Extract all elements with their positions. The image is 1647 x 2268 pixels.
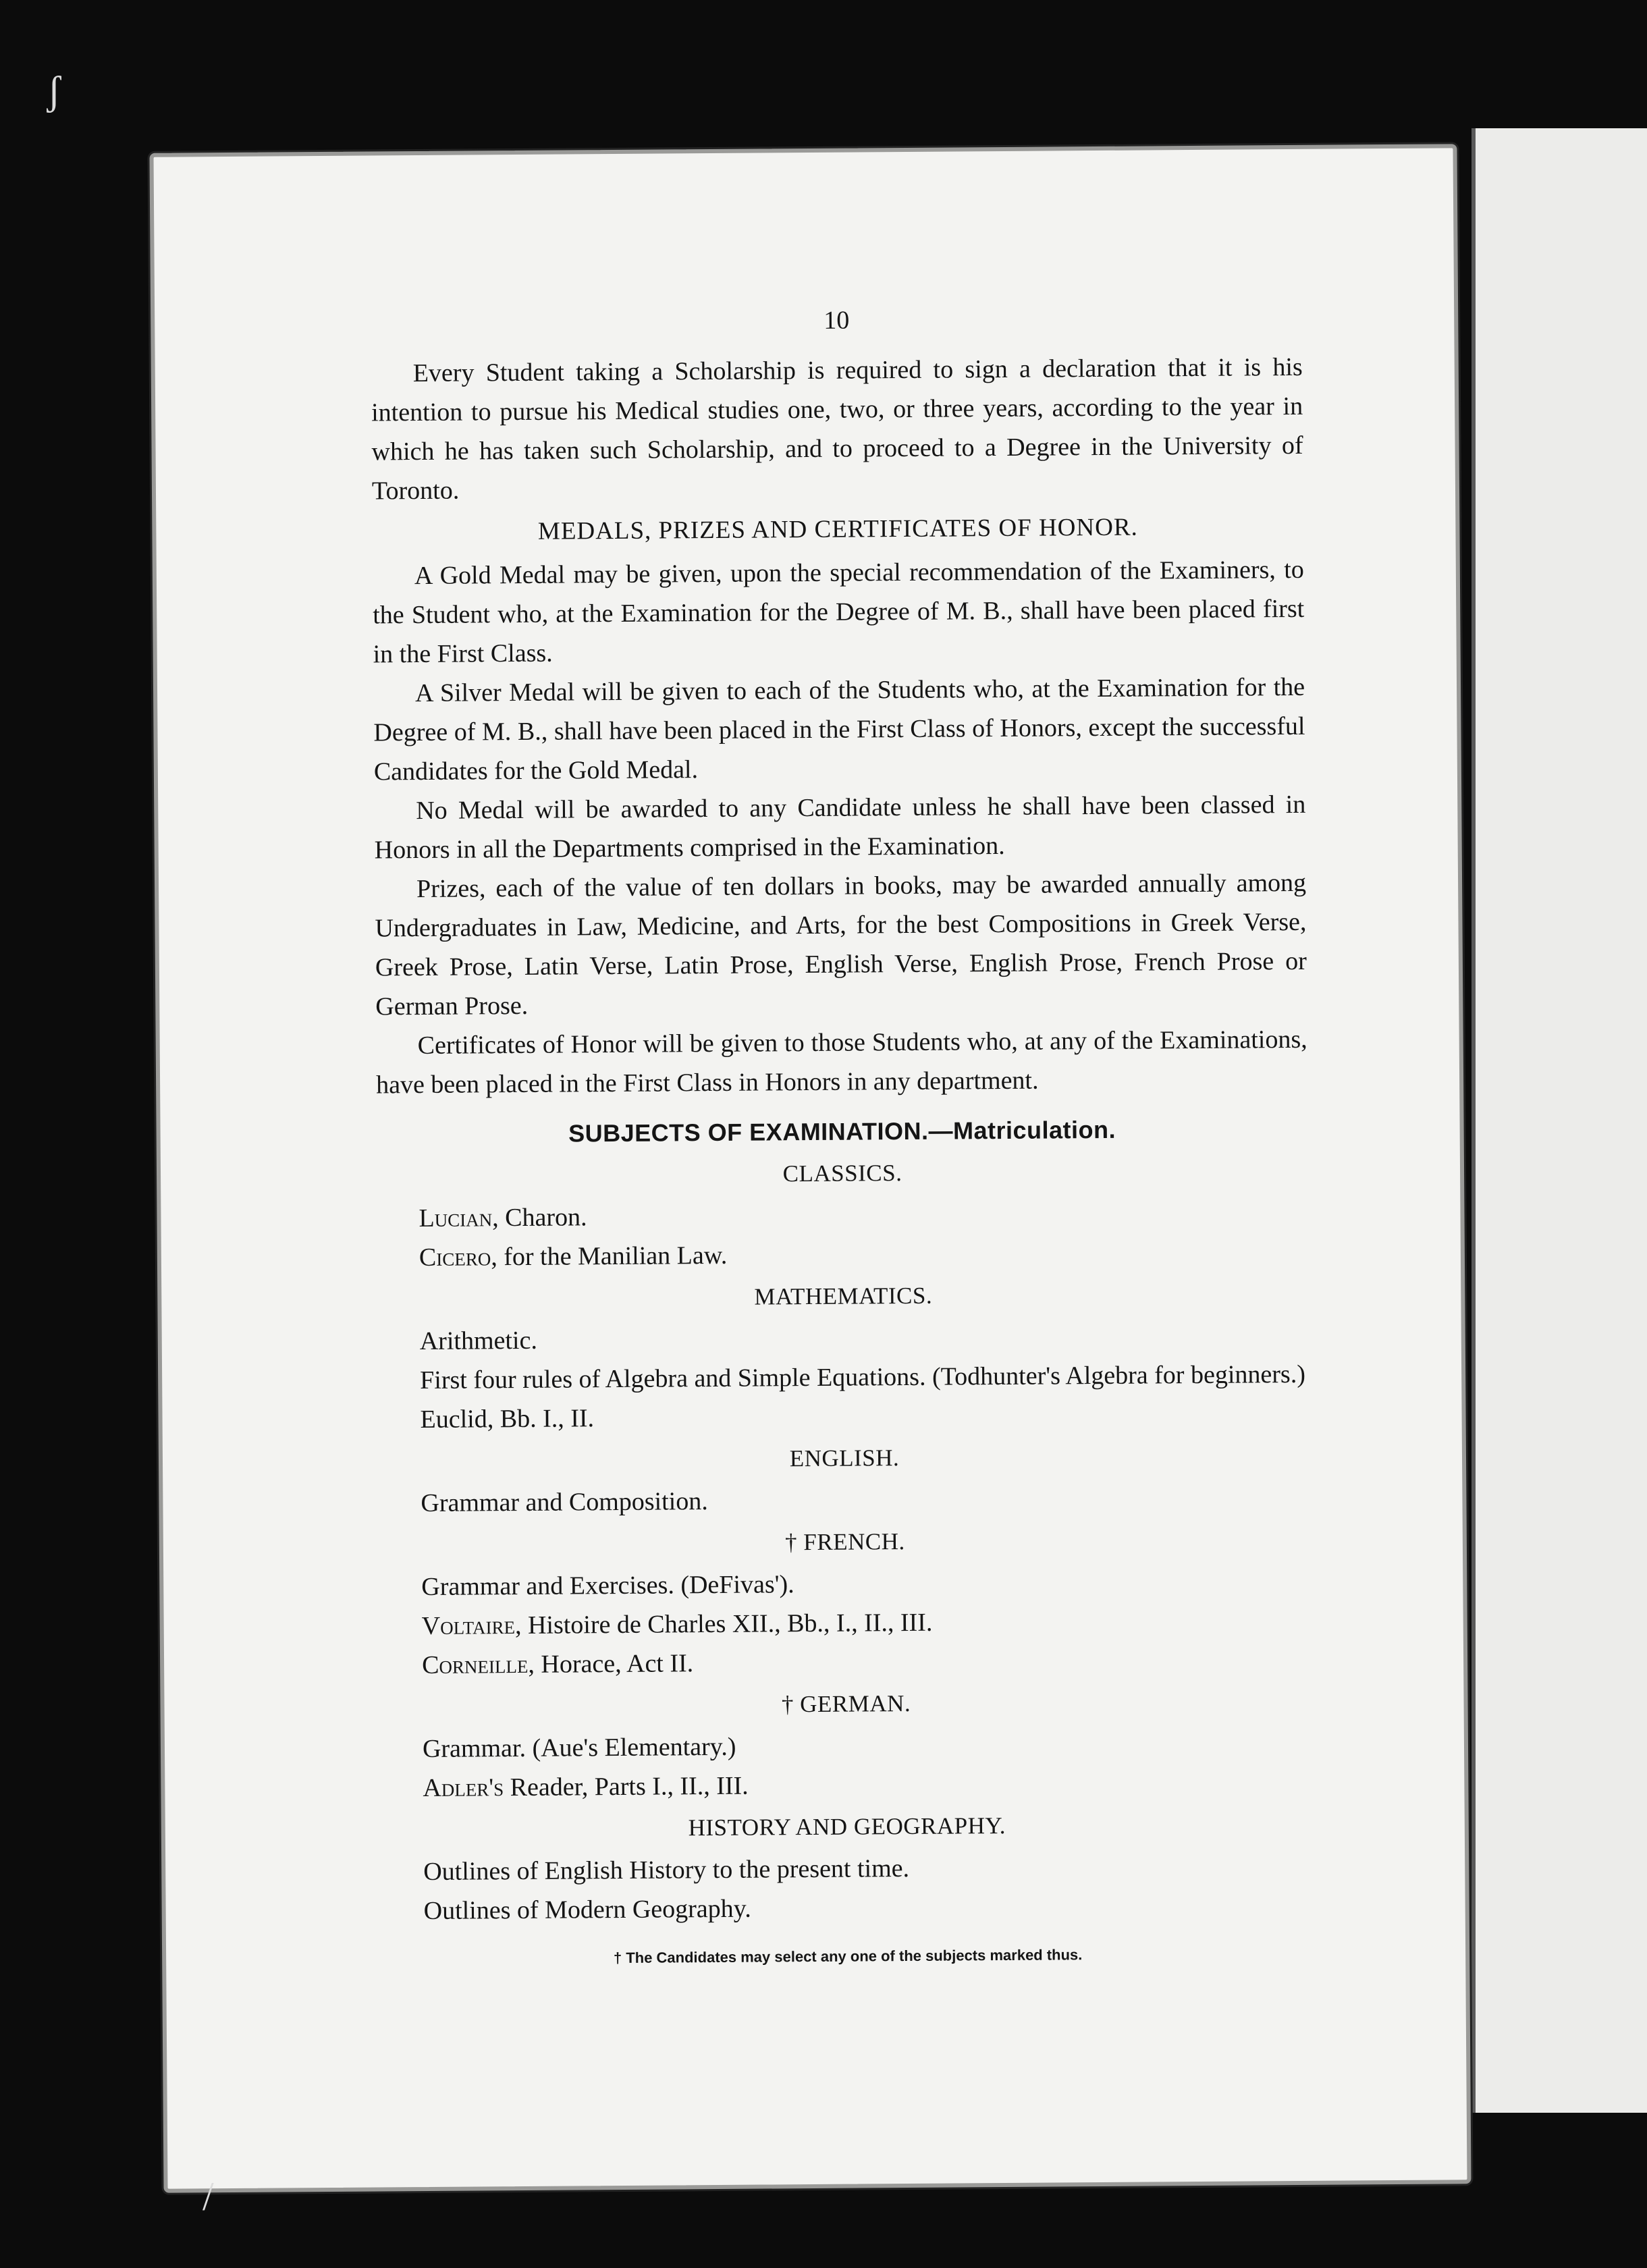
work-title: Horace, Act II.: [534, 1649, 694, 1679]
classics-heading: CLASSICS.: [782, 1160, 902, 1187]
author-name: Cicero,: [418, 1243, 497, 1272]
medals-paragraph: Prizes, each of the value of ten dollars in books, may be awarded annually among Undergraduates in Law, Medicine, and Arts, for the best Compositions in Greek Verse, Greek Prose, Latin Verse, Latin Prose, English Verse, English Prose, French Prose or German Prose.: [375, 868, 1307, 1021]
adjacent-page-edge: [1472, 128, 1647, 2113]
margin-mark: ʃ: [47, 68, 61, 113]
work-title: Charon.: [498, 1203, 587, 1233]
french-item: [380, 1600, 1312, 1646]
medals-paragraph: A Silver Medal will be given to each of the Students who, at the Examination for the Degree of M. B., shall have been placed in the First Class of Honors, except the successful Candidates for the Gold Medal.: [373, 672, 1305, 786]
german-item: [381, 1762, 1312, 1808]
french-heading: † FRENCH.: [784, 1528, 905, 1556]
author-name: Lucian,: [418, 1204, 499, 1233]
mathematics-item: First four rules of Algebra and Simple Equations. (Todhunter's Algebra for beginners.): [420, 1359, 1306, 1395]
work-title: Histoire de Charles XII., Bb., I., II., III.: [521, 1608, 933, 1640]
footnote: † The Candidates may select any one of the subjects marked thus.: [613, 1946, 1083, 1967]
classics-item: [377, 1193, 1308, 1239]
german-item: [381, 1723, 1312, 1769]
work-title: Grammar. (Aue's Elementary.): [422, 1732, 736, 1764]
work-title: Grammar and Exercises. (DeFivas').: [421, 1570, 794, 1602]
author-name: Voltaire,: [421, 1611, 522, 1641]
medals-paragraph: No Medal will be awarded to any Candidate unless he shall have been classed in Honors in all the Departments comprised in the Examination.: [374, 790, 1306, 865]
intro-paragraph: Every Student taking a Scholarship is required to sign a declaration that it is his intention to pursue his Medical studies one, two, or three years, according to the year in which he has taken such Scholarship, and to proceed to a Degree in the University of Toronto.: [371, 352, 1303, 506]
medals-paragraph: Certificates of Honor will be given to those Students who, at any of the Examinations, have been placed in the First Class in Honors in any department.: [375, 1025, 1307, 1100]
english-heading: ENGLISH.: [789, 1444, 900, 1472]
history-heading: HISTORY AND GEOGRAPHY.: [688, 1812, 1006, 1841]
classics-item: [377, 1232, 1309, 1278]
french-item: [380, 1640, 1312, 1685]
english-item: Grammar and Composition.: [421, 1487, 708, 1518]
history-item: Outlines of Modern Geography.: [423, 1894, 751, 1926]
work-title: Reader, Parts I., II., III.: [504, 1771, 749, 1802]
medals-heading: MEDALS, PRIZES AND CERTIFICATES OF HONOR.: [537, 513, 1138, 545]
author-name: Corneille,: [421, 1650, 535, 1680]
german-heading: † GERMAN.: [781, 1690, 911, 1718]
work-title: for the Manilian Law.: [497, 1241, 728, 1272]
medals-paragraph: A Gold Medal may be given, upon the special recommendation of the Examiners, to the Student who, at the Examination for the Degree of M. B., shall have been placed first in the First Class.: [373, 555, 1305, 669]
document-page: [149, 144, 1471, 2192]
margin-mark: /: [202, 2174, 214, 2219]
history-item: Outlines of English History to the present time.: [423, 1854, 910, 1887]
page-content: [371, 298, 1314, 1980]
mathematics-heading: MATHEMATICS.: [754, 1282, 933, 1310]
mathematics-item: Euclid, Bb. I., II.: [420, 1404, 595, 1434]
subjects-heading: SUBJECTS OF EXAMINATION.—Matriculation.: [568, 1115, 1116, 1148]
page-number: 10: [824, 306, 850, 335]
author-name: Adler's: [423, 1773, 504, 1803]
french-item: [379, 1561, 1311, 1607]
mathematics-item: Arithmetic.: [419, 1326, 538, 1356]
